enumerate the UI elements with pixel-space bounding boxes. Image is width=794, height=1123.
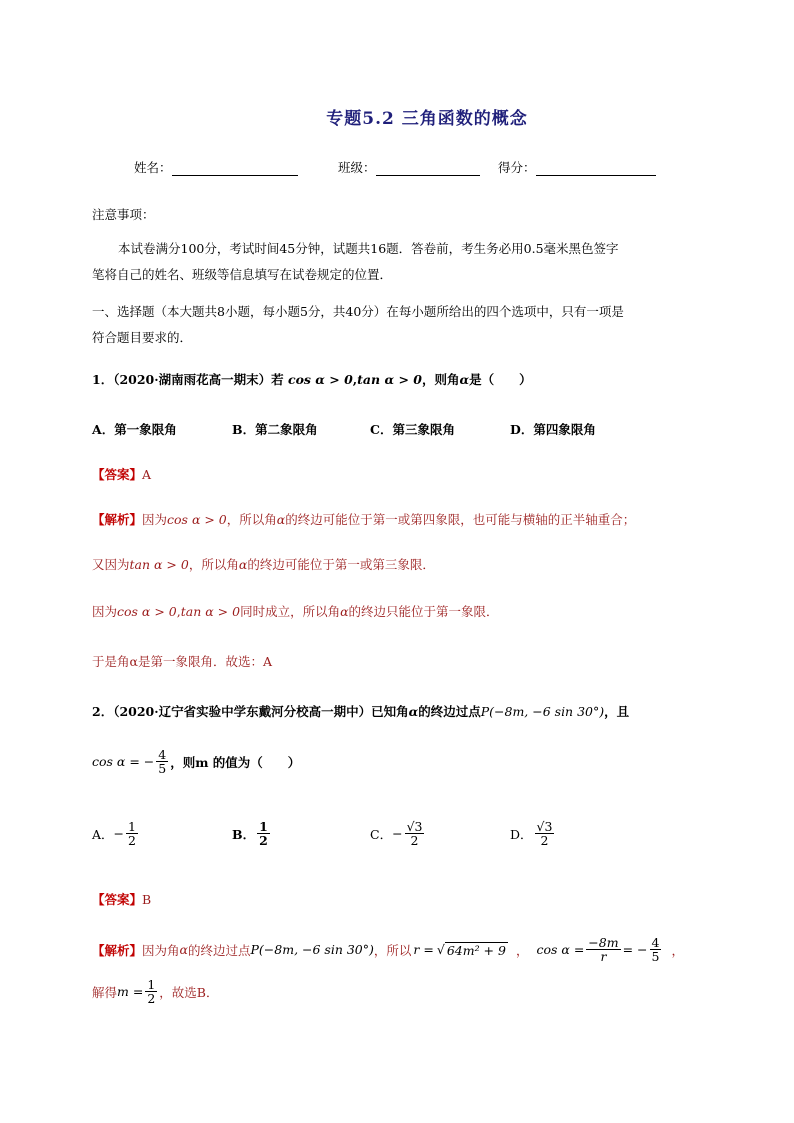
- q2-a1-fraction: [586, 936, 620, 963]
- page-title: 专题5.2 三角函数的概念: [326, 109, 528, 129]
- q2-a1-point: P(−8m, −6 sin 30°): [250, 942, 374, 958]
- q2-answer-value: B: [142, 892, 152, 907]
- q2-a1-cos: cos α =: [536, 942, 585, 958]
- q2-option-b-num: 1: [259, 819, 268, 834]
- q2-analysis-line-2: [92, 978, 218, 1005]
- q1-analysis-line-3: [92, 602, 499, 620]
- q1-stem-prefix: 1．（2020·湖南雨花高一期末）若: [92, 372, 284, 387]
- q2-option-c-num: √3: [406, 819, 423, 834]
- q2-option-d-num: √3: [536, 819, 553, 834]
- q2-a1-text-5: ，: [671, 942, 684, 958]
- q2-stem-line-1: [92, 702, 629, 720]
- q1-a3-text-3: 的终边只能位于第一象限．: [348, 604, 499, 619]
- q2-a1-num2: 4: [651, 935, 660, 950]
- q1-option-c[interactable]: C．第三象限角: [370, 422, 455, 437]
- q2-option-d-fraction: [535, 820, 555, 847]
- section-line-2: 符合题目要求的．: [92, 330, 193, 345]
- q1-a2-text-2: ，所以角: [188, 557, 239, 572]
- q2-alpha: α: [408, 704, 419, 719]
- q2-a2-num: 1: [147, 977, 156, 992]
- q1-answer: [92, 465, 151, 483]
- class-field[interactable]: [338, 158, 480, 176]
- q2-option-a-sign: −: [113, 826, 125, 842]
- q2-option-c-label: C．: [370, 826, 393, 842]
- q2-option-b-den: 2: [259, 833, 268, 849]
- q2-option-a-fraction: [126, 820, 138, 847]
- q1-a3-text-2: 同时成立，所以角: [240, 604, 341, 619]
- q1-a2-text-3: 的终边可能位于第一或第三象限．: [247, 557, 435, 572]
- q1-cond1: cos α > 0: [287, 372, 353, 387]
- name-field[interactable]: [134, 158, 298, 176]
- q2-cos-num: 4: [158, 747, 167, 762]
- score-label: 得分：: [498, 160, 536, 175]
- q2-cos-fraction: [156, 748, 168, 775]
- q2-option-a-label: A．: [92, 826, 114, 842]
- q2-a1-fnum: −8m: [588, 935, 619, 950]
- q2-point: P(−8m, −6 sin 30°): [480, 704, 605, 719]
- q2-a1-text-3: ，所以: [373, 942, 412, 958]
- q2-option-d-label: D．: [510, 826, 533, 842]
- name-underline: [172, 161, 298, 176]
- q1-analysis-line-2: [92, 555, 435, 573]
- q2-option-a-den: 2: [128, 833, 136, 849]
- q1-a3-sep: ,: [176, 604, 181, 619]
- q2-a2-m: m =: [117, 984, 144, 1000]
- q2-option-d[interactable]: [510, 820, 556, 847]
- q1-alpha: α: [459, 372, 470, 387]
- q2-a1-eq: = −: [622, 942, 648, 958]
- class-underline: [376, 161, 480, 176]
- q1-answer-label: 【答案】: [92, 467, 143, 482]
- q1-cond2: tan α > 0: [357, 372, 422, 387]
- q2-option-b-fraction: [257, 820, 270, 847]
- score-field[interactable]: [498, 158, 656, 176]
- q1-a1-text-2: ，所以角: [226, 512, 277, 527]
- q2-a2-fraction: [145, 978, 157, 1005]
- q1-a2-math-1: tan α > 0: [129, 557, 189, 572]
- q2-a2-text-1: 解得: [92, 984, 118, 1000]
- q1-answer-value: A: [142, 467, 152, 482]
- q2-answer-label: 【答案】: [92, 892, 143, 907]
- q1-option-b[interactable]: B．第二象限角: [232, 422, 318, 437]
- q1-a1-text-1: 因为: [142, 512, 168, 527]
- q2-option-a-num: 1: [128, 819, 136, 834]
- q1-analysis-line-4: 于是角α是第一象限角．故选：A: [92, 654, 272, 669]
- q2-analysis-label: 【解析】: [92, 942, 143, 958]
- q2-option-b-label: B．: [232, 826, 256, 842]
- q1-a3-math-2: tan α > 0: [180, 604, 241, 619]
- q2-option-b[interactable]: [232, 820, 272, 847]
- section-line-1: 一、选择题（本大题共8小题，每小题5分，共40分）在每小题所给出的四个选项中，只有一项是: [92, 304, 624, 319]
- q2-option-c-sign: −: [392, 826, 403, 842]
- q2-a2-den: 2: [147, 991, 156, 1007]
- q1-a1-text-3: 的终边可能位于第一或第四象限，也可能与横轴的正半轴重合；: [285, 512, 636, 527]
- q1-option-d[interactable]: D．第四象限角: [510, 422, 596, 437]
- q2-option-c[interactable]: [370, 820, 426, 847]
- score-underline: [536, 161, 656, 176]
- q2-a1-text-1: 因为角: [142, 942, 180, 958]
- q2-answer: [92, 890, 151, 908]
- q2-stem-line-2: [92, 748, 300, 775]
- q1-stem-suffix: 是（ ）: [469, 372, 532, 387]
- q2-a1-text-2: 的终边过点: [187, 942, 251, 958]
- q2-stem-prefix: 2．（2020·辽宁省实验中学东戴河分校高一期中）已知角: [92, 704, 409, 719]
- q2-a1-fden: r: [600, 949, 607, 965]
- q2-a1-alpha: α: [179, 942, 188, 958]
- q2-option-a[interactable]: [92, 820, 140, 847]
- q2-cos-lhs: cos α = −: [92, 754, 155, 770]
- q2-a1-sqrt-sign: √: [436, 942, 445, 958]
- name-label: 姓名：: [134, 160, 172, 175]
- q2-stem2: ，则m 的值为（ ）: [170, 754, 301, 770]
- q1-sep: ,: [352, 372, 358, 387]
- q1-stem: [92, 370, 532, 388]
- q2-analysis-line-1: [92, 936, 684, 963]
- q1-a3-math-3: α: [340, 604, 349, 619]
- q1-a3-text-1: 因为: [92, 604, 118, 619]
- q1-stem-mid: ，则角: [421, 372, 460, 387]
- q1-a1-math-2: α: [276, 512, 286, 527]
- q1-a2-text-1: 又因为: [92, 557, 130, 572]
- notice-heading: 注意事项：: [92, 207, 155, 222]
- q2-stem-suffix: ，且: [604, 704, 630, 719]
- q2-a1-r: r =: [413, 942, 434, 958]
- q2-option-d-den: 2: [540, 833, 549, 849]
- q1-a3-math-1: cos α > 0: [117, 604, 177, 619]
- notice-line-2: 笔将自己的姓名、班级等信息填写在试卷规定的位置．: [92, 267, 393, 282]
- q2-cos-den: 5: [158, 761, 167, 777]
- q2-a1-den2: 5: [651, 949, 660, 965]
- q2-option-c-den: 2: [410, 833, 419, 849]
- q2-a1-fraction-2: [650, 936, 662, 963]
- q2-option-c-fraction: [405, 820, 425, 847]
- q2-stem-mid: 的终边过点: [418, 704, 481, 719]
- q1-a2-math-2: α: [238, 557, 248, 572]
- q1-analysis-line-1: [92, 510, 635, 528]
- class-label: 班级：: [338, 160, 376, 175]
- q1-analysis-label: 【解析】: [92, 512, 143, 527]
- q1-option-a[interactable]: A．第一象限角: [92, 422, 177, 437]
- notice-line-1: 本试卷满分100分，考试时间45分钟，试题共16题．答卷前，考生务必用0.5毫米黑色签字: [118, 241, 619, 256]
- q2-a1-sqrt: 64m² + 9: [446, 942, 506, 958]
- q2-a2-text-2: ，故选B．: [159, 984, 219, 1000]
- q1-a1-math-1: cos α > 0: [167, 512, 227, 527]
- q2-a1-text-4: ，: [515, 942, 529, 958]
